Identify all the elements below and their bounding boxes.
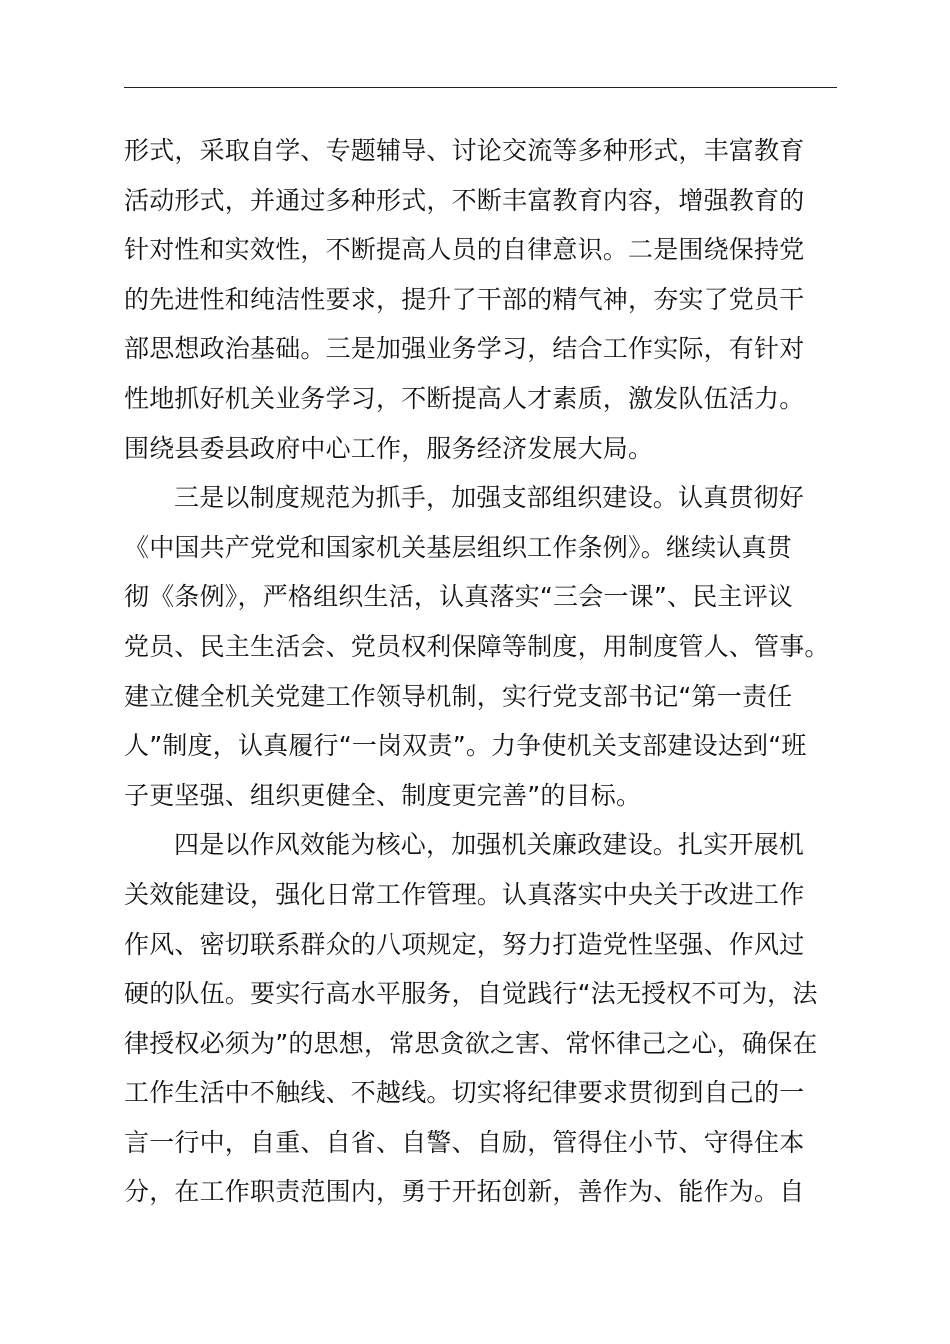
- text-line: 针对性和实效性，不断提高人员的自律意识。二是围绕保持党: [124, 235, 805, 265]
- text-line: 部思想政治基础。三是加强业务学习，结合工作实际，有针对: [124, 334, 805, 364]
- text-line: 性地抓好机关业务学习，不断提高人才素质，激发队伍活力。: [124, 383, 805, 413]
- text-line: 分，在工作职责范围内，勇于开拓创新，善作为、能作为。自: [124, 1177, 805, 1207]
- text-line: 的先进性和纯洁性要求，提升了干部的精气神，夯实了党员干: [124, 284, 805, 314]
- text-line: 形式，采取自学、专题辅导、讨论交流等多种形式，丰富教育: [124, 136, 805, 165]
- text-line: 活动形式，并通过多种形式，不断丰富教育内容，增强教育的: [124, 185, 805, 215]
- header-rule: [124, 87, 837, 88]
- text-line: 律授权必须为”的思想，常思贪欲之害、常怀律己之心，确保在: [124, 1028, 818, 1058]
- text-line: 子更坚强、组织更健全、制度更完善”的目标。: [124, 780, 642, 810]
- text-line: 党员、民主生活会、党员权利保障等制度，用制度管人、管事。: [124, 631, 830, 661]
- document-body: [124, 126, 844, 1217]
- text-line: 建立健全机关党建工作领导机制，实行党支部书记“第一责任: [124, 681, 793, 711]
- text-line: 言一行中，自重、自省、自警、自励，管得住小节、守得住本: [124, 1127, 805, 1157]
- text-line: 关效能建设，强化日常工作管理。认真落实中央关于改进工作: [124, 879, 805, 909]
- paragraph-start-line: 三是以制度规范为抓手，加强支部组织建设。认真贯彻好: [174, 483, 805, 513]
- text-line: 工作生活中不触线、不越线。切实将纪律要求贯彻到自己的一: [124, 1078, 805, 1108]
- text-line: 围绕县委县政府中心工作，服务经济发展大局。: [124, 433, 654, 463]
- text-line: 《中国共产党党和国家机关基层组织工作条例》。继续认真贯: [124, 532, 792, 562]
- text-line: 人”制度，认真履行“一岗双责”。力争使机关支部建设达到“班: [124, 731, 807, 761]
- text-line: 彻《条例》，严格组织生活，认真落实“三会一课”、民主评议: [124, 582, 794, 612]
- text-line: 作风、密切联系群众的八项规定，努力打造党性坚强、作风过: [124, 929, 805, 959]
- paragraph-start-line: 四是以作风效能为核心，加强机关廉政建设。扎实开展机: [174, 830, 805, 860]
- text-line: 硬的队伍。要实行高水平服务，自觉践行“法无授权不可为，法: [124, 979, 818, 1009]
